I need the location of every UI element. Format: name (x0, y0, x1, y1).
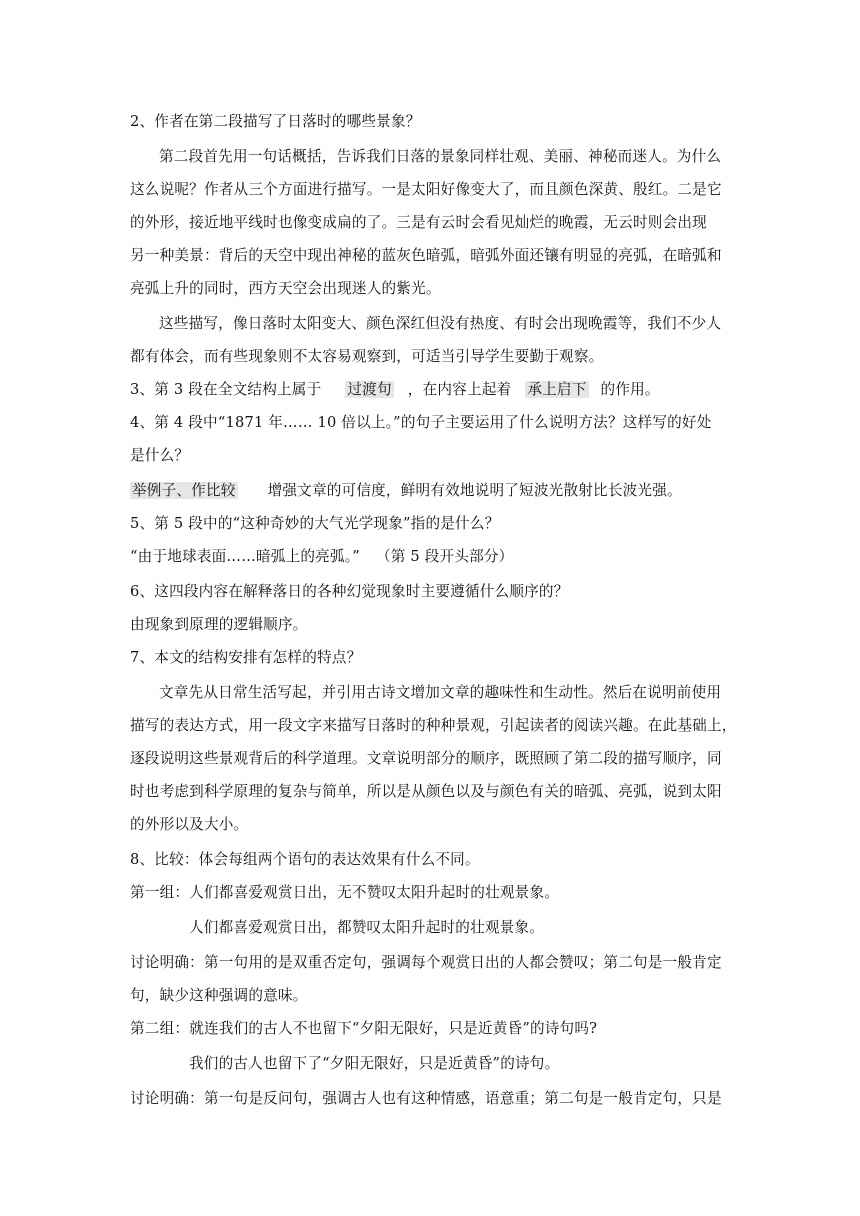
q8-group-1-sentence-1 (130, 883, 740, 903)
q3-blank-2-answer: 承上启下 (527, 381, 587, 398)
q8-group-2-sentence-2: 我们的古人也留下了“夕阳无限好，只是近黄昏”的诗句。 (189, 1055, 560, 1072)
q8-group-1-sentence-2: 人们都喜爱观赏日出，都赞叹太阳升起时的壮观景象。 (189, 919, 545, 936)
q8-group-2-discussion-line-1: 讨论明确：第一句是反问句，强调古人也有这种情感，语意重；第二句是一般肯定句，只是 (130, 1090, 722, 1107)
q4-answer (130, 481, 740, 501)
q2-note-line-1: 这些描写，像日落时太阳变大、颜色深红但没有热度、有时会出现晚霞等，我们不少人 (159, 315, 722, 332)
q5-answer (130, 547, 740, 567)
q8-group-1-text-1: 人们都喜爱观赏日出，无不赞叹太阳升起时的壮观景象。 (189, 884, 560, 901)
q2-answer-line-1: 第二段首先用一句话概括，告诉我们日落的景象同样壮观、美丽、神秘而迷人。为什么 (159, 148, 722, 165)
q2-answer-line-5: 亮弧上升的同时，西方天空会出现迷人的紫光。 (130, 280, 441, 297)
q4-answer-method: 举例子、作比较 (132, 482, 236, 499)
question-3 (130, 380, 740, 400)
question-2-title: 2、作者在第二段描写了日落时的哪些景象？ (130, 113, 421, 130)
q5-answer-quote: “由于地球表面……暗弧上的亮弧。” (130, 548, 360, 565)
question-7-title: 7、本文的结构安排有怎样的特点？ (130, 649, 362, 666)
q7-answer-line-4: 时也考虑到科学原理的复杂与简单，所以是从颜色以及与颜色有关的暗弧、亮弧，说到太阳 (130, 783, 722, 800)
q2-note-line-2: 都有体会，而有些现象则不太容易观察到，可适当引导学生要勤于观察。 (130, 348, 604, 365)
question-8-title: 8、比较：体会每组两个语句的表达效果有什么不同。 (130, 851, 480, 868)
q8-group-2-text-1: 就连我们的古人不也留下“夕阳无限好，只是近黄昏”的诗句吗? (189, 1020, 598, 1037)
q7-answer-line-3: 逐段说明这些景观背后的科学道理。文章说明部分的顺序，既照顾了第二段的描写顺序，同 (130, 750, 722, 767)
q7-answer-line-2: 描写的表达方式，用一段文字来描写日落时的种种景观，引起读者的阅读兴趣。在此基础上， (130, 717, 737, 734)
q2-answer-line-4: 另一种美景：背后的天空中现出神秘的蓝灰色暗弧，暗弧外面还镶有明显的亮弧，在暗弧和 (130, 247, 722, 264)
q7-answer-line-1: 文章先从日常生活写起，并引用古诗文增加文章的趣味性和生动性。然后在说明前使用 (159, 684, 722, 701)
q3-middle: ，在内容上起着 (407, 381, 512, 398)
q4-answer-benefit: 增强文章的可信度，鲜明有效地说明了短波光散射比长波光强。 (267, 482, 682, 499)
q8-group-2-label: 第二组： (130, 1020, 190, 1037)
q2-answer-line-3: 的外形，接近地平线时也像变成扁的了。三是有云时会看见灿烂的晚霞，无云时则会出现 (130, 214, 707, 231)
q3-suffix: 的作用。 (600, 381, 660, 398)
q6-answer: 由现象到原理的逻辑顺序。 (130, 616, 308, 633)
question-4-title-line-1: 4、第 4 段中“1871 年…… 10 倍以上。”的句子主要运用了什么说明方法？这样写的好处 (130, 414, 712, 431)
q8-group-2-sentence-1 (130, 1019, 740, 1039)
q3-blank-1-answer: 过渡句 (347, 381, 392, 398)
q8-group-1-discussion-line-1: 讨论明确：第一句用的是双重否定句，强调每个观赏日出的人都会赞叹；第二句是一般肯定 (130, 954, 722, 971)
q8-group-1-label: 第一组： (130, 884, 190, 901)
question-6-title: 6、这四段内容在解释落日的各种幻觉现象时主要遵循什么顺序的？ (130, 583, 569, 600)
q3-prefix: 3、第 3 段在全文结构上属于 (130, 381, 322, 398)
question-5-title: 5、第 5 段中的“这种奇妙的大气光学现象”指的是什么？ (130, 515, 500, 532)
q5-answer-note: （第 5 段开头部分） (375, 548, 514, 565)
question-4-title-line-2: 是什么？ (130, 447, 190, 464)
q7-answer-line-5: 的外形以及大小。 (130, 816, 249, 833)
q8-group-1-discussion-line-2: 句，缺少这种强调的意味。 (130, 987, 308, 1004)
q2-answer-line-2: 这么说呢？作者从三个方面进行描写。一是太阳好像变大了，而且颜色深黄、殷红。二是它 (130, 181, 722, 198)
